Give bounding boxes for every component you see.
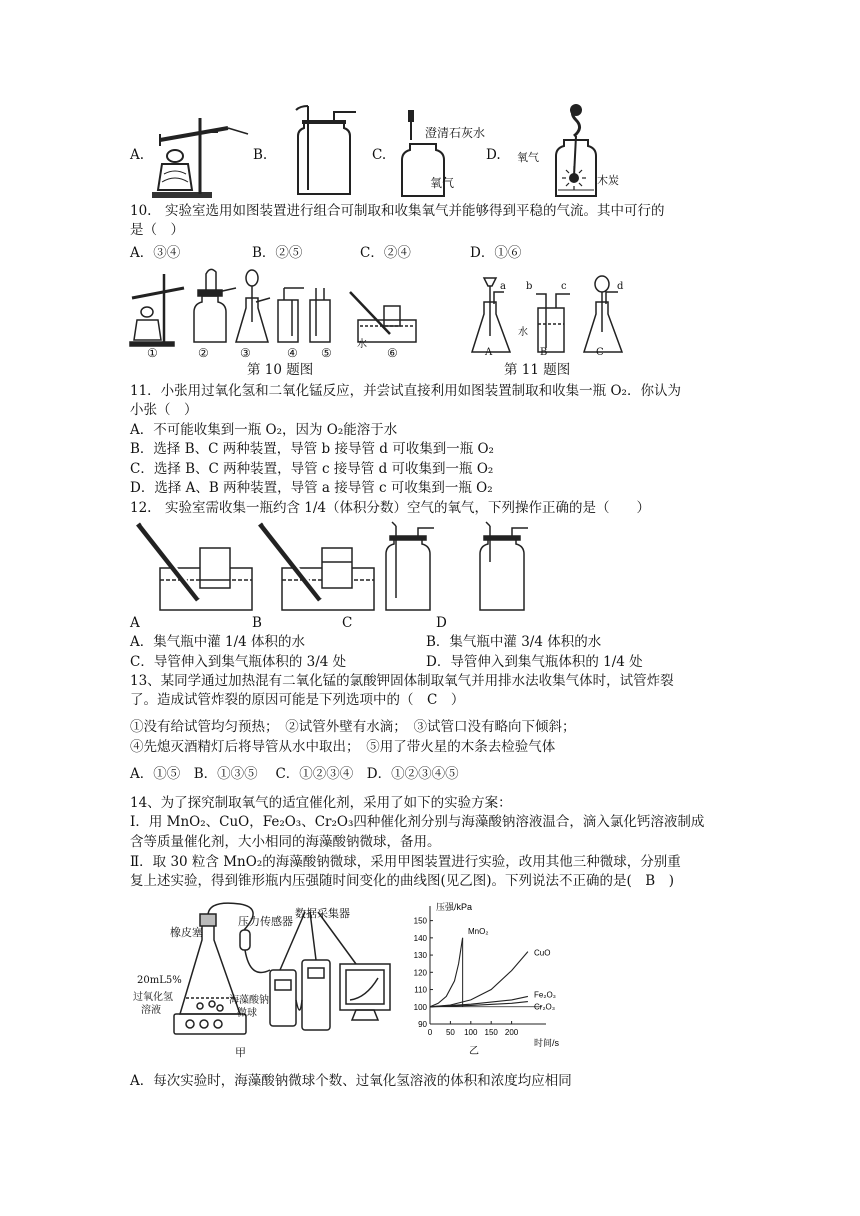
jia-sensor-label: 压力传感器 [238, 915, 293, 928]
q11-option-b: B．选择 B、C 两种装置，导管 b 接导管 d 可收集到一瓶 O₂ [130, 441, 494, 457]
jia-solution-3: 溶液 [141, 1005, 161, 1016]
q10-option-b: B．②⑤ [252, 245, 303, 261]
q14-step2-b: 复上述实验，得到锥形瓶内压强随时间变化的曲线图(见乙图)。下列说法不正确的是( B ) [130, 873, 674, 889]
y-tick-label: 140 [413, 933, 427, 943]
q10-option-c: C．②④ [360, 245, 411, 261]
q12-label-D: D [436, 615, 447, 631]
q13-stem-2: 了。造成试管炸裂的原因可能是下列选项中的（ C ） [130, 692, 465, 708]
q12-figure [130, 518, 530, 614]
q10-label-6: ⑥ [387, 346, 398, 360]
q10-label-3: ③ [240, 346, 251, 360]
series-line-0 [430, 938, 463, 1007]
x-tick-label: 0 [427, 1028, 433, 1037]
q14-step1-b: 含等质量催化剂，大小相同的海藻酸钠微球，备用。 [130, 834, 441, 850]
q11-label-b: b [526, 281, 533, 292]
q10-water-label: 水 [357, 339, 367, 350]
pressure-chart-svg [410, 900, 570, 1060]
label-charcoal: 木炭 [597, 174, 619, 187]
y-tick-label: 130 [413, 951, 427, 961]
pressure-chart [410, 900, 570, 1060]
q10-label-1: ① [147, 346, 158, 360]
y-tick-label: 100 [413, 1002, 427, 1012]
q10-caption: 第 10 题图 [247, 362, 314, 378]
x-tick-label: 50 [445, 1028, 455, 1037]
series-label-3: Cr₂O₃ [534, 1002, 556, 1012]
jia-stopper-label: 橡皮塞 [170, 926, 203, 939]
q11-label-c: c [561, 281, 567, 292]
q13-reasons-2: ④先熄灭酒精灯后将导管从水中取出； ⑤用了带火星的木条去检验气体 [130, 739, 556, 755]
label-lime-water: 澄清石灰水 [425, 126, 486, 140]
chart-name: 乙 [469, 1046, 479, 1057]
q12-stem: 12. 实验室需收集一瓶约含 1/4（体积分数）空气的氧气，下列操作正确的是（ ） [130, 500, 650, 516]
q13-options: A．①⑤ B．①③⑤ C．①②③④ D．①②③④⑤ [130, 766, 459, 782]
q11-label-d: d [617, 281, 624, 292]
q11-option-a: A．不可能收集到一瓶 O₂，因为 O₂能溶于水 [130, 422, 398, 438]
jia-name: 甲 [235, 1046, 246, 1059]
q11-label-water: 水 [518, 327, 528, 338]
jia-beads-2: 微球 [237, 1008, 257, 1019]
q11-caption: 第 11 题图 [504, 362, 571, 378]
series-label-2: Fe₂O₃ [534, 990, 556, 1000]
x-tick-label: 150 [484, 1028, 498, 1037]
jia-collector-label: 数据采集器 [295, 907, 350, 920]
q14-step1-a: Ⅰ．用 MnO₂、CuO，Fe₂O₃、Cr₂O₃四种催化剂分别与海藻酸钠溶液温合，滴入氯化钙溶液制成 [130, 814, 705, 830]
series-line-1 [430, 952, 528, 1007]
x-axis-label: 时间/s [534, 1038, 560, 1048]
q10-label-4: ④ [287, 346, 298, 360]
q11-option-d: D．选择 A、B 两种装置，导管 a 接导管 c 可收集到一瓶 O₂ [130, 480, 493, 496]
q10-stem: 10. 实验室选用如图装置进行组合可制取和收集氧气并能够得到平稳的气流。其中可行的 [130, 203, 665, 219]
q12-option-a: A．集气瓶中灌 1/4 体积的水 [130, 634, 306, 650]
q11-stem-2: 小张（ ） [130, 402, 198, 418]
x-tick-label: 200 [504, 1028, 519, 1037]
q11-label-a: a [500, 281, 506, 292]
q9-fig-b [290, 104, 360, 198]
y-tick-label: 90 [418, 1020, 427, 1029]
q9-option-d: D. [486, 147, 501, 163]
label-oxygen-d: 氧气 [517, 151, 539, 164]
jia-solution-1: 20mL5% [137, 975, 182, 986]
q11-figure [466, 272, 636, 356]
q9-option-b: B. [253, 147, 268, 163]
q11-label-C: C [596, 347, 604, 358]
x-tick-label: 100 [464, 1028, 478, 1037]
label-oxygen: 氧气 [430, 176, 455, 190]
q12-option-c: C．导管伸入到集气瓶体积的 3/4 处 [130, 654, 347, 670]
q12-label-A: A [130, 615, 140, 631]
q9-fig-a [148, 104, 258, 200]
series-line-3 [430, 1002, 528, 1007]
q12-label-B: B [252, 615, 262, 631]
q13-reasons-1: ①没有给试管均匀预热； ②试管外壁有水滴； ③试管口没有略向下倾斜； [130, 719, 576, 735]
y-tick-label: 120 [413, 968, 427, 978]
q10-stem-2: 是（ ） [130, 222, 184, 238]
y-tick-label: 150 [413, 916, 427, 926]
q9-option-a: A. [130, 147, 145, 163]
q11-label-A: A [485, 347, 493, 358]
y-tick-label: 110 [414, 985, 427, 995]
q14-option-a: A．每次实验时，海藻酸钠微球个数、过氧化氢溶液的体积和浓度均应相同 [130, 1073, 572, 1089]
series-label-0: MnO₂ [468, 927, 489, 936]
q10-label-5: ⑤ [321, 346, 332, 360]
q12-label-C: C [342, 615, 353, 631]
q10-figure [128, 262, 428, 352]
q11-stem: 11．小张用过氧化氢和二氧化锰反应，并尝试直接利用如图装置制取和收集一瓶 O₂．你认为 [130, 383, 681, 399]
q9-option-c: C. [372, 147, 387, 163]
q11-option-c: C．选择 B、C 两种装置，导管 c 接导管 d 可收集到一瓶 O₂ [130, 461, 494, 477]
y-axis-label: 压强/kPa [436, 902, 473, 912]
jia-beads-1: 海藻酸钠 [229, 995, 269, 1006]
q10-option-a: A．③④ [130, 245, 181, 261]
q12-option-d: D．导管伸入到集气瓶体积的 1/4 处 [426, 654, 643, 670]
q11-label-B: B [540, 347, 548, 358]
q12-option-b: B．集气瓶中灌 3/4 体积的水 [426, 634, 602, 650]
q14-stem: 14、为了探究制取氧气的适宜催化剂，采用了如下的实验方案： [130, 795, 512, 811]
q10-option-d: D．①⑥ [470, 245, 522, 261]
jia-solution-2: 过氧化氢 [133, 992, 173, 1003]
series-label-1: CuO [534, 948, 551, 958]
q14-step2-a: Ⅱ．取 30 粒含 MnO₂的海藻酸钠微球，采用甲图装置进行实验，改用其他三种微球，分别重 [130, 854, 681, 870]
q10-label-2: ② [198, 346, 209, 360]
q13-stem: 13、某同学通过加热混有二氧化锰的氯酸钾固体制取氧气并用排水法收集气体时，试管炸裂 [130, 673, 674, 689]
